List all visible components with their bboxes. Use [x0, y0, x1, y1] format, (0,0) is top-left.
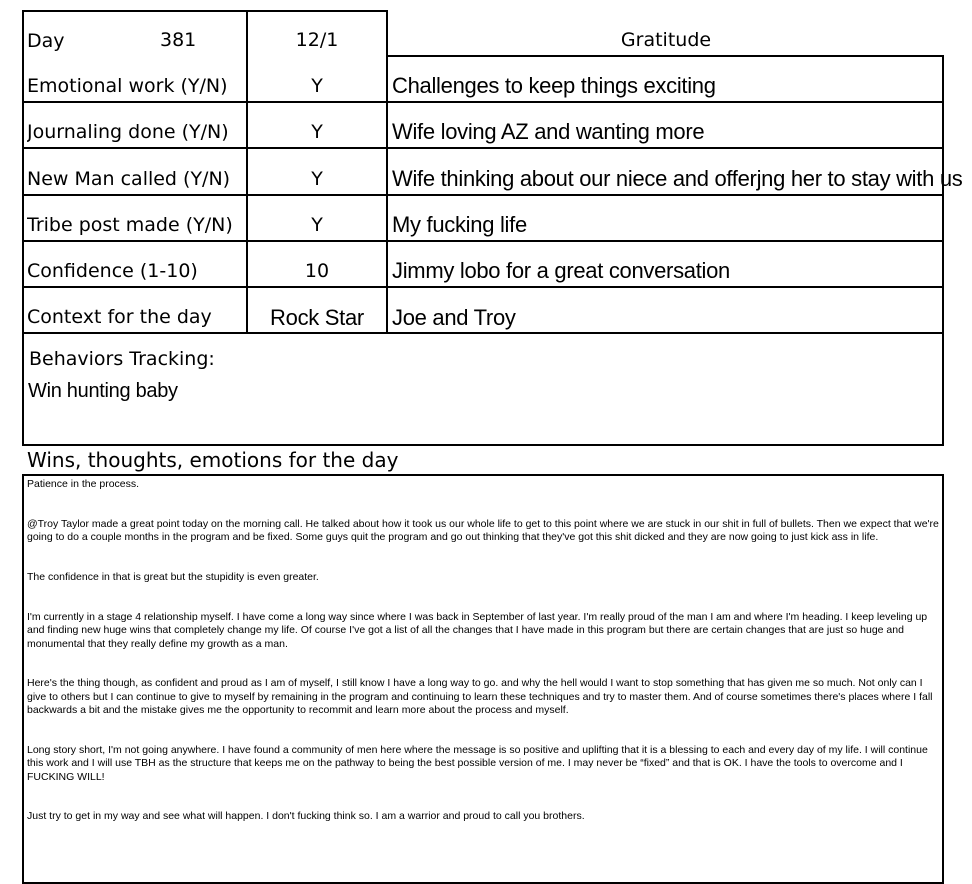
wins-title: Wins, thoughts, emotions for the day — [27, 448, 399, 472]
tracker-value: Y — [311, 121, 323, 143]
tracker-value: Y — [311, 168, 323, 190]
tracker-label: Tribe post made (Y/N) — [27, 214, 233, 236]
day-label: Day — [27, 30, 65, 52]
tracker-label: New Man called (Y/N) — [27, 168, 231, 190]
row-divider — [22, 286, 944, 288]
wins-paragraph: @Troy Taylor made a great point today on the morning call. He talked about how it took us our whole life to get to this point where we are stuck in our shit in full of bullets. Then we expect that we're going to do a couple months in the program and be fixed. Some guys quit the program and go out thinking that they've got this shit dicked and they are now going to just kick ass in life. — [27, 517, 939, 544]
row-divider — [22, 147, 944, 149]
tracker-value: Y — [311, 75, 323, 97]
gratitude-item: My fucking life — [392, 212, 527, 237]
gratitude-item: Jimmy lobo for a great conversation — [392, 258, 730, 283]
wins-paragraph: I'm currently in a stage 4 relationship myself. I have come a long way since where I was back in September of last year. I'm really proud of the man I am and where I'm heading. I keep leveling up and finding new huge wins that completely change my life. Of course I've got a list of all the changes that I have made in this program but there are certain changes that are just so huge and monumental that they really define my growth as a man. — [27, 610, 928, 650]
gratitude-item: Wife thinking about our niece and offerjng her to stay with us — [392, 166, 963, 191]
behaviors-title: Behaviors Tracking: — [29, 348, 215, 370]
day-number: 381 — [160, 29, 197, 51]
tracker-label: Context for the day — [27, 306, 212, 328]
gratitude-item: Challenges to keep things exciting — [392, 73, 716, 98]
row-divider — [22, 240, 944, 242]
row-divider — [22, 194, 944, 196]
row-divider — [22, 101, 944, 103]
gratitude-item: Joe and Troy — [392, 305, 516, 330]
wins-paragraph: Here's the thing though, as confident and proud as I am of myself, I still know I have a long way to go. and why the hell would I want to stop something that has given me so much. Not only can I give to others but I can continue to give to myself by remaining in the program and continuing to learn these techniques and try to master them. And of course sometimes there's places where I fall backwards a bit and the mistake gives me the opportunity to recommit and learn more about the process and myself. — [27, 677, 933, 717]
tracker-value: 10 — [304, 260, 330, 282]
gratitude-item: Wife loving AZ and wanting more — [392, 119, 705, 144]
date-value: 12/1 — [295, 29, 339, 51]
wins-paragraph: Just try to get in my way and see what will happen. I don't fucking think so. I am a warrior and proud to call you brothers. — [27, 810, 585, 823]
behaviors-entry: Win hunting baby — [28, 380, 178, 402]
wins-paragraph: Patience in the process. — [27, 478, 140, 490]
wins-text — [27, 478, 939, 850]
wins-paragraph: The confidence in that is great but the stupidity is even greater. — [27, 571, 319, 584]
gratitude-title: Gratitude — [620, 29, 712, 51]
tracker-label: Confidence (1-10) — [27, 260, 198, 282]
tracker-value: Rock Star — [270, 305, 364, 330]
wins-paragraph: Long story short, I'm not going anywhere. I have found a community of men here where the message is so positive and uplifting that it is a blessing to each and every day of my life. I will continue this work and I will use TBH as the structure that keeps me on the pathway to being the best possible version of me. I may never be “fixed” and that is OK. I have the tools to overcome and I FUCKING WILL! — [27, 743, 928, 783]
tracker-value: Y — [311, 214, 323, 236]
tracker-label: Emotional work (Y/N) — [27, 75, 228, 97]
tracker-label: Journaling done (Y/N) — [27, 121, 229, 143]
